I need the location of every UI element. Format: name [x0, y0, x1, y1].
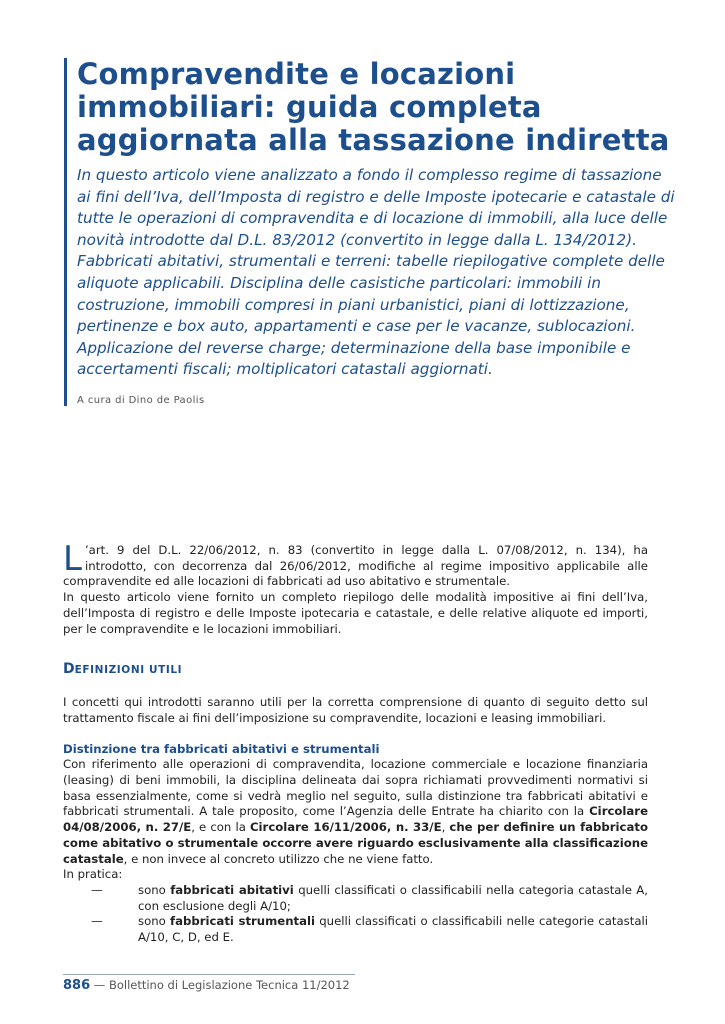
drop-cap: L [63, 539, 82, 579]
subsection-paragraph [63, 757, 648, 867]
text-run: quelli classificati o classificabili nella categoria catastale A, con esclusione degli A/10; [138, 882, 649, 913]
section-heading-initial: D [63, 661, 75, 678]
article-abstract [77, 165, 677, 381]
dash-bullet: — [91, 914, 103, 929]
subsection-heading: Distinzione tra fabbricati abitativi e strumentali [63, 741, 380, 756]
abstract-paragraph: In questo articolo viene analizzato a fondo il complesso regime di tassazione ai fini dell’Iva, dell’Imposta di registro e delle Imposte ipotecarie e catastale di tutte le operazioni di compravendita e di locazione di immobili, alla luce delle novità introdotte dal D.L. 83/2012 (convertito in legge dalla L. 134/2012). [77, 166, 675, 249]
abstract-paragraph: Fabbricati abitativi, strumentali e terreni: tabelle riepilogative complete delle aliquote applicabili. Disciplina delle casistiche particolari: immobili in costruzione, immobili compresi in piani urbanistici, piani di lottizzazione, pertinenze e box auto, appartamenti e case per le vacanze, sublocazioni. [77, 252, 665, 336]
circolare-27e-ref: Circolare 04/08/2006, n. 27/E [63, 804, 648, 835]
term-strumentali: fabbricati strumentali [170, 914, 316, 929]
in-pratica-label: In pratica: [63, 867, 123, 882]
text-run: quelli classificati o classificabili nelle categorie catastali A/10, C, D, ed E. [138, 914, 648, 945]
article-header [64, 58, 677, 406]
article-title: Compravendite e locazioni immobiliari: guida completa aggiornata alla tassazione indiretta [77, 57, 670, 157]
key-principle: che per definire un fabbricato come abitativo o strumentale occorre avere riguardo esclusivamente alla classificazione catastale [63, 820, 648, 866]
text-run: , e non invece al concreto utilizzo che ne viene fatto. [123, 851, 434, 866]
footer-divider [63, 974, 355, 975]
article-author: A cura di Dino de Paolis [77, 394, 205, 406]
intro-paragraph-2: In questo articolo viene fornito un completo riepilogo delle modalità impositive ai fini dell’Iva, dell’Imposta di registro e delle Imposte ipotecaria e catastale, e delle relative aliquote ed importi, per le compravendite e le locazioni immobiliari. [63, 590, 648, 636]
article-body [63, 539, 649, 946]
dash-bullet: — [91, 882, 103, 897]
text-run: , e con la [191, 820, 250, 835]
intro-paragraph [63, 539, 648, 590]
section-heading-rest: EFINIZIONI UTILI [74, 664, 183, 677]
page-footer [63, 978, 350, 993]
list-item [91, 883, 648, 914]
abstract-paragraph: Applicazione del reverse charge; determinazione della base imponibile e accertamenti fiscali; moltiplicatori catastali aggiornati. [77, 338, 631, 379]
page-number: 886 [63, 978, 91, 993]
section-paragraph: I concetti qui introdotti saranno utili per la corretta comprensione di quanto di seguito detto sul trattamento fiscale ai fini dell’imposizione su compravendite, locazioni e leasing immobiliari. [63, 695, 648, 725]
intro-text: ’art. 9 del D.L. 22/06/2012, n. 83 (convertito in legge dalla L. 07/08/2012, n. 134), ha introdotto, con decorrenza dal 26/06/2012, modifiche al regime impositivo applicabile alle compravendite ed alle locazioni di fabbricati ad uso abitativo e strumentale. [63, 543, 648, 589]
section-heading [63, 661, 648, 678]
text-run: sono [138, 882, 171, 897]
text-run: sono [138, 914, 171, 929]
text-run: , [441, 820, 450, 835]
definitions-list [63, 883, 648, 946]
text-run: Con riferimento alle operazioni di compravendita, locazione commerciale e locazione finanziaria (leasing) di beni immobili, la disciplina delineata dai sopra richiamati provvedimenti normativi si basa essenzialmente, come si vedrà meglio nel seguito, sulla distinzione tra fabbricati abitativi e fabbricati strumentali. A tale proposito, come l’Agenzia delle Entrate ha chiarito con la [63, 757, 648, 819]
publication-name: Bollettino di Legislazione Tecnica 11/2012 [108, 978, 350, 992]
list-item [91, 914, 648, 945]
term-abitativi: fabbricati abitativi [170, 882, 294, 897]
footer-separator: — [93, 978, 106, 992]
circolare-33e-ref: Circolare 16/11/2006, n. 33/E [249, 820, 442, 835]
